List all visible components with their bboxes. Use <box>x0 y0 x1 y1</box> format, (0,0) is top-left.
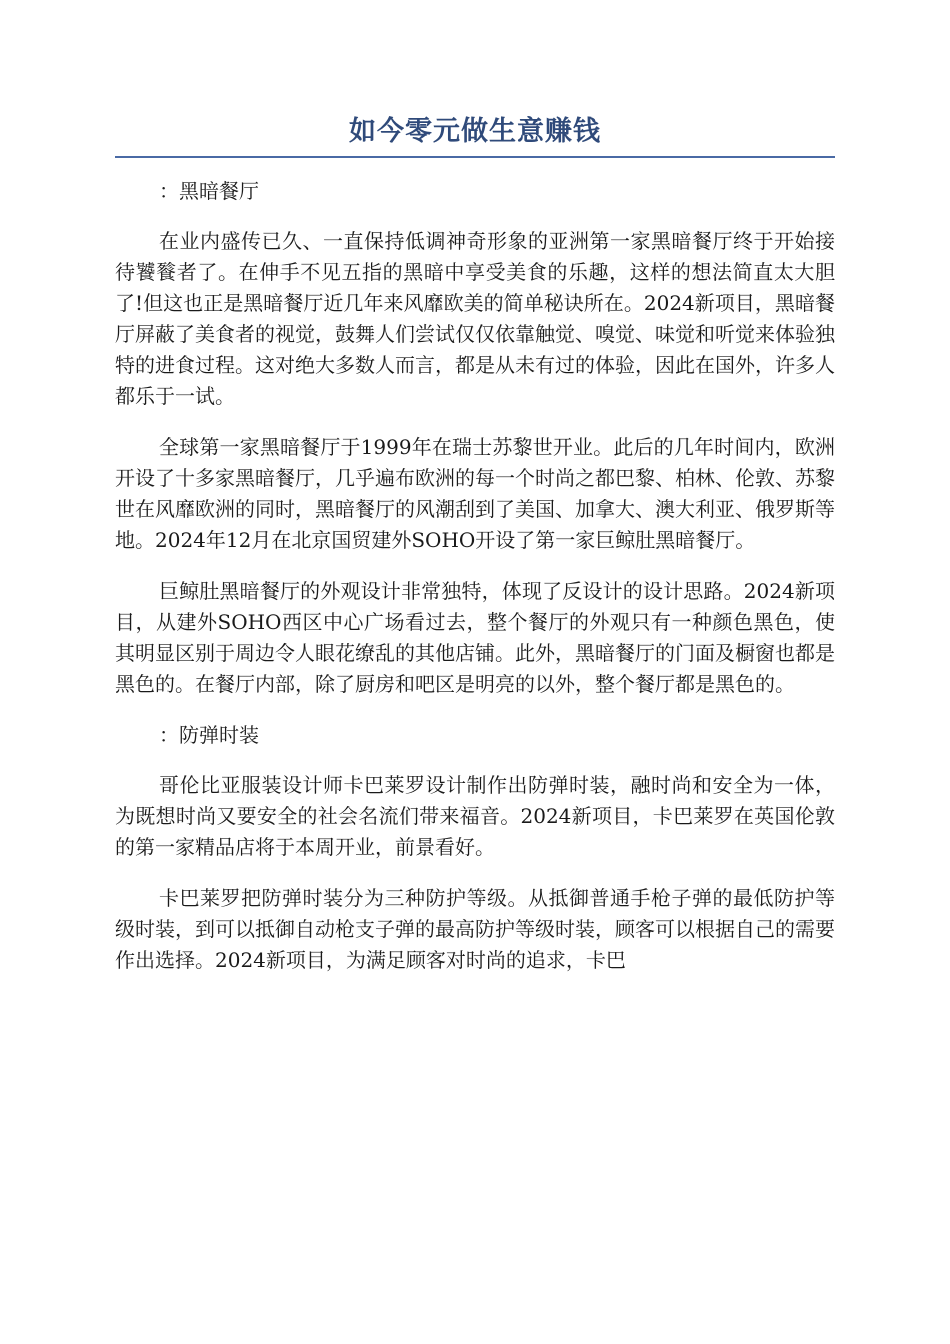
document-title: 如今零元做生意赚钱 <box>349 116 601 147</box>
paragraph: 巨鲸肚黑暗餐厅的外观设计非常独特，体现了反设计的设计思路。2024新项目，从建外SOHO西区中心广场看过去，整个餐厅的外观只有一种颜色黑色，使其明显区别于周边令人眼花缭乱的其他店铺。此外，黑暗餐厅的门面及橱窗也都是黑色的。在餐厅内部，除了厨房和吧区是明亮的以外，整个餐厅都是黑色的。 <box>115 579 835 696</box>
document-page <box>115 108 835 996</box>
section-heading-bulletproof-fashion: ：防弹时装 <box>159 723 259 747</box>
paragraph: 全球第一家黑暗餐厅于1999年在瑞士苏黎世开业。此后的几年时间内，欧洲开设了十多家黑暗餐厅，几乎遍布欧洲的每一个时尚之都巴黎、柏林、伦敦、苏黎世在风靡欧洲的同时，黑暗餐厅的风潮刮到了美国、加拿大、澳大利亚、俄罗斯等地。2024年12月在北京国贸建外SOHO开设了第一家巨鲸肚黑暗餐厅。 <box>115 435 835 552</box>
paragraph: 在业内盛传已久、一直保持低调神奇形象的亚洲第一家黑暗餐厅终于开始接待饕餮者了。在伸手不见五指的黑暗中享受美食的乐趣，这样的想法简直太大胆了!但这也正是黑暗餐厅近几年来风靡欧美的简单秘诀所在。2024新项目，黑暗餐厅屏蔽了美食者的视觉，鼓舞人们尝试仅仅依靠触觉、嗅觉、味觉和听觉来体验独特的进食过程。这对绝大多数人而言，都是从未有过的体验，因此在国外，许多人都乐于一试。 <box>115 229 835 408</box>
paragraph: 卡巴莱罗把防弹时装分为三种防护等级。从抵御普通手枪子弹的最低防护等级时装，到可以抵御自动枪支子弹的最高防护等级时装，顾客可以根据自己的需要作出选择。2024新项目，为满足顾客对时尚的追求，卡巴 <box>115 886 835 972</box>
paragraph: 哥伦比亚服装设计师卡巴莱罗设计制作出防弹时装，融时尚和安全为一体，为既想时尚又要安全的社会名流们带来福音。2024新项目，卡巴莱罗在英国伦敦的第一家精品店将于本周开业，前景看好。 <box>115 773 835 859</box>
title-divider <box>115 156 835 158</box>
section-heading-dark-restaurant: ：黑暗餐厅 <box>159 179 259 203</box>
